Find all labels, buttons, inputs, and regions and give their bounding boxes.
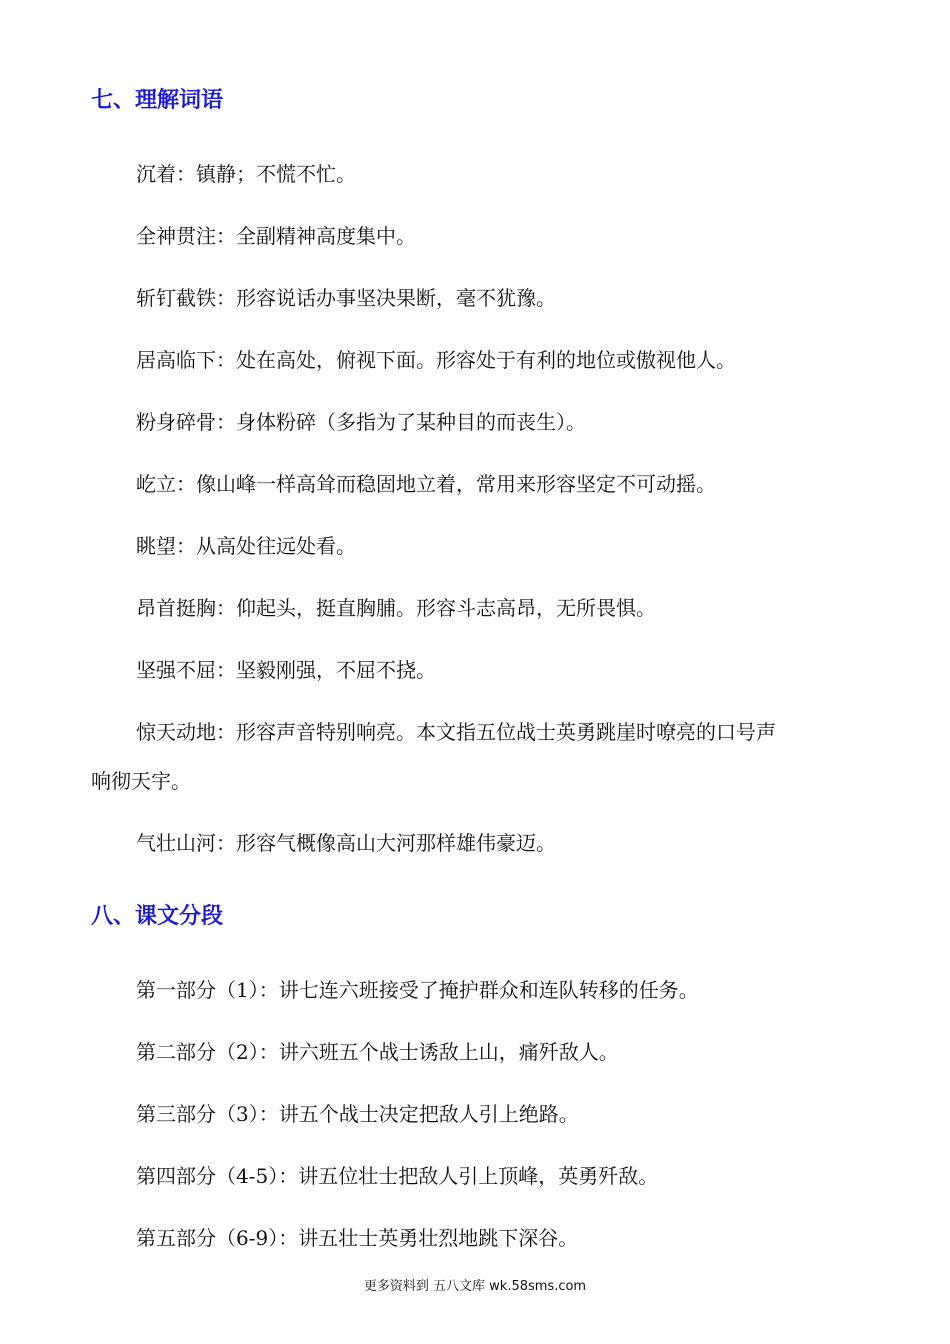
division-part-1: 第一部分（1）：讲七连六班接受了掩护群众和连队转移的任务。: [136, 978, 699, 1002]
word-definition-tiaowang: 眺望：从高处往远处看。: [136, 534, 356, 558]
word-definition-quanshenguanzhu: 全神贯注：全副精神高度集中。: [136, 224, 416, 248]
word-definition-fenshensuigu: 粉身碎骨：身体粉碎（多指为了某种目的而丧生）。: [136, 410, 586, 434]
word-definition-jugaolinxia: 居高临下：处在高处，俯视下面。形容处于有利的地位或傲视他人。: [136, 348, 736, 372]
word-definition-jingtiandongdi-continued: 响彻天宇。: [91, 769, 191, 793]
division-part-4: 第四部分（4-5）：讲五位壮士把敌人引上顶峰，英勇歼敌。: [136, 1164, 659, 1188]
page-footer: 更多资料到 五八文库 wk.58sms.com: [363, 1279, 587, 1294]
division-part-3: 第三部分（3）：讲五个战士决定把敌人引上绝路。: [136, 1102, 579, 1126]
word-definition-jianqiangbuqu: 坚强不屈：坚毅刚强，不屈不挠。: [136, 658, 436, 682]
section-heading-understand-words: 七、理解词语: [91, 88, 224, 113]
word-definition-zhandingjietie: 斩钉截铁：形容说话办事坚决果断，毫不犹豫。: [136, 286, 556, 310]
word-definition-qizhuangshanhe: 气壮山河：形容气概像高山大河那样雄伟豪迈。: [136, 831, 556, 855]
word-definition-yili: 屹立：像山峰一样高耸而稳固地立着，常用来形容坚定不可动摇。: [136, 472, 716, 496]
division-part-5: 第五部分（6-9）：讲五壮士英勇壮烈地跳下深谷。: [136, 1226, 579, 1250]
word-definition-chenzhuo: 沉着：镇静；不慌不忙。: [136, 162, 356, 186]
word-definition-angshoutingxiong: 昂首挺胸：仰起头，挺直胸脯。形容斗志高昂，无所畏惧。: [136, 596, 656, 620]
word-definition-jingtiandongdi: 惊天动地：形容声音特别响亮。本文指五位战士英勇跳崖时嘹亮的口号声: [136, 720, 776, 744]
section-heading-text-division: 八、课文分段: [91, 904, 224, 929]
division-part-2: 第二部分（2）：讲六班五个战士诱敌上山，痛歼敌人。: [136, 1040, 619, 1064]
